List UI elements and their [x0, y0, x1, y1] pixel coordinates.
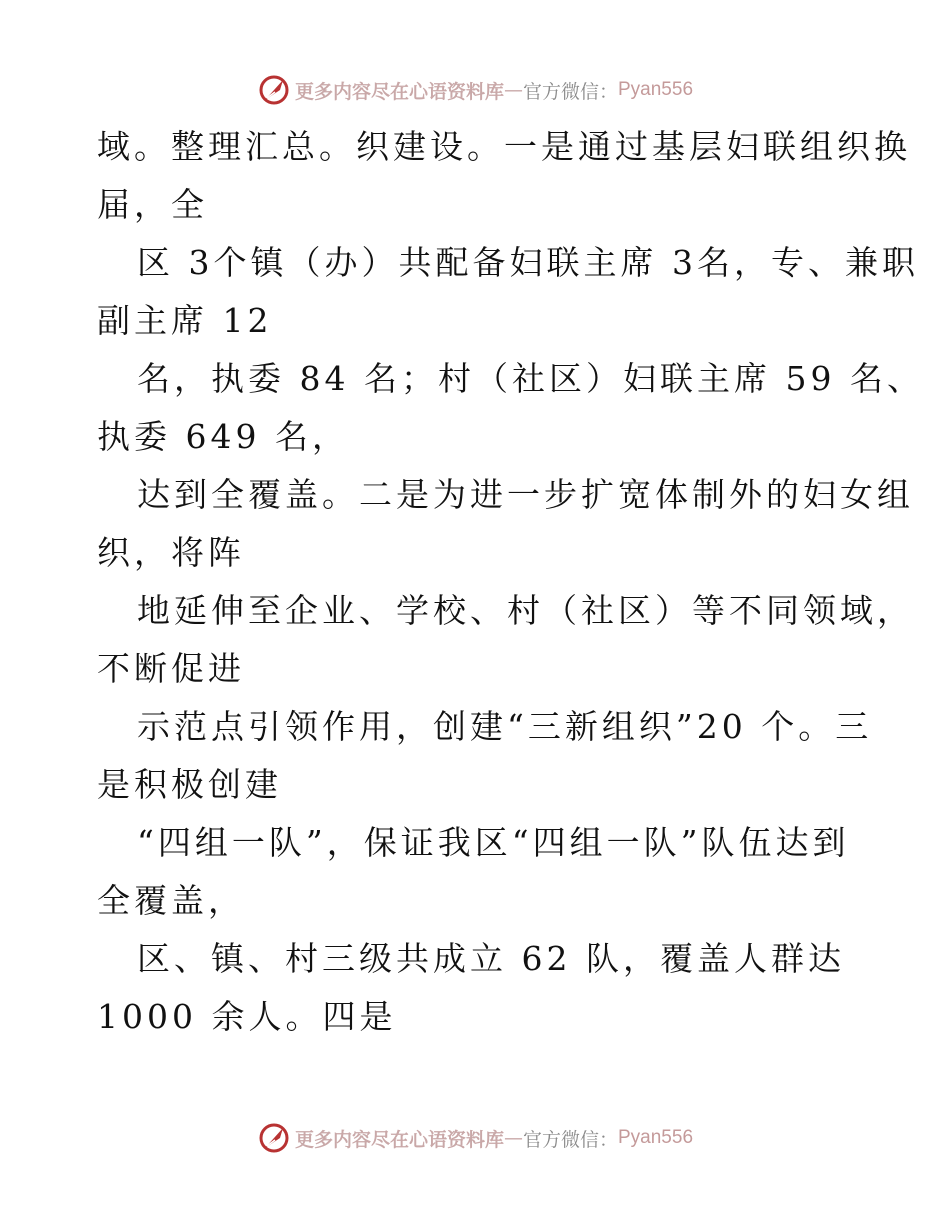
quill-logo-icon	[257, 1121, 291, 1155]
watermark-id: Pyan556	[618, 79, 694, 100]
body-line: 地延伸至企业、学校、村（社区）等不同领域，	[137, 591, 914, 630]
watermark-brand: 更多内容尽在心语资料库	[294, 80, 504, 103]
body-line: 区、镇、村三级共成立 62 队，覆盖人群达	[137, 939, 845, 978]
watermark-dash: —	[503, 1127, 523, 1149]
body-line: 达到全覆盖。二是为进一步扩宽体制外的妇女组	[137, 475, 914, 514]
watermark-label: 官方微信：	[522, 80, 618, 103]
watermark-label: 官方微信：	[522, 1128, 618, 1151]
body-line: 副主席 12	[97, 301, 273, 340]
body-line: 是积极创建	[97, 765, 282, 804]
watermark-brand: 更多内容尽在心语资料库	[294, 1128, 504, 1151]
body-line: 不断促进	[97, 649, 245, 688]
watermark-dash: —	[503, 79, 523, 101]
body-line: 名，执委 84 名；村（社区）妇联主席 59 名、	[137, 359, 924, 398]
body-line: “四组一队”，保证我区“四组一队”队伍达到	[137, 823, 850, 862]
document-body	[97, 118, 924, 1046]
body-line: 1000 余人。四是	[97, 997, 397, 1036]
body-line: 域。整理汇总。织建设。一是通过基层妇联组织换	[97, 127, 911, 166]
header-watermark	[0, 70, 950, 110]
quill-logo-icon	[257, 73, 291, 107]
footer-watermark	[0, 1118, 950, 1158]
body-line: 全覆盖，	[97, 881, 245, 920]
body-line: 区 3个镇（办）共配备妇联主席 3名，专、兼职	[137, 243, 919, 282]
watermark-id: Pyan556	[618, 1127, 694, 1148]
body-line: 织，将阵	[97, 533, 245, 572]
body-line: 执委 649 名，	[97, 417, 349, 456]
body-line: 示范点引领作用，创建“三新组织”20 个。三	[137, 707, 873, 746]
body-line: 届，全	[97, 185, 208, 224]
